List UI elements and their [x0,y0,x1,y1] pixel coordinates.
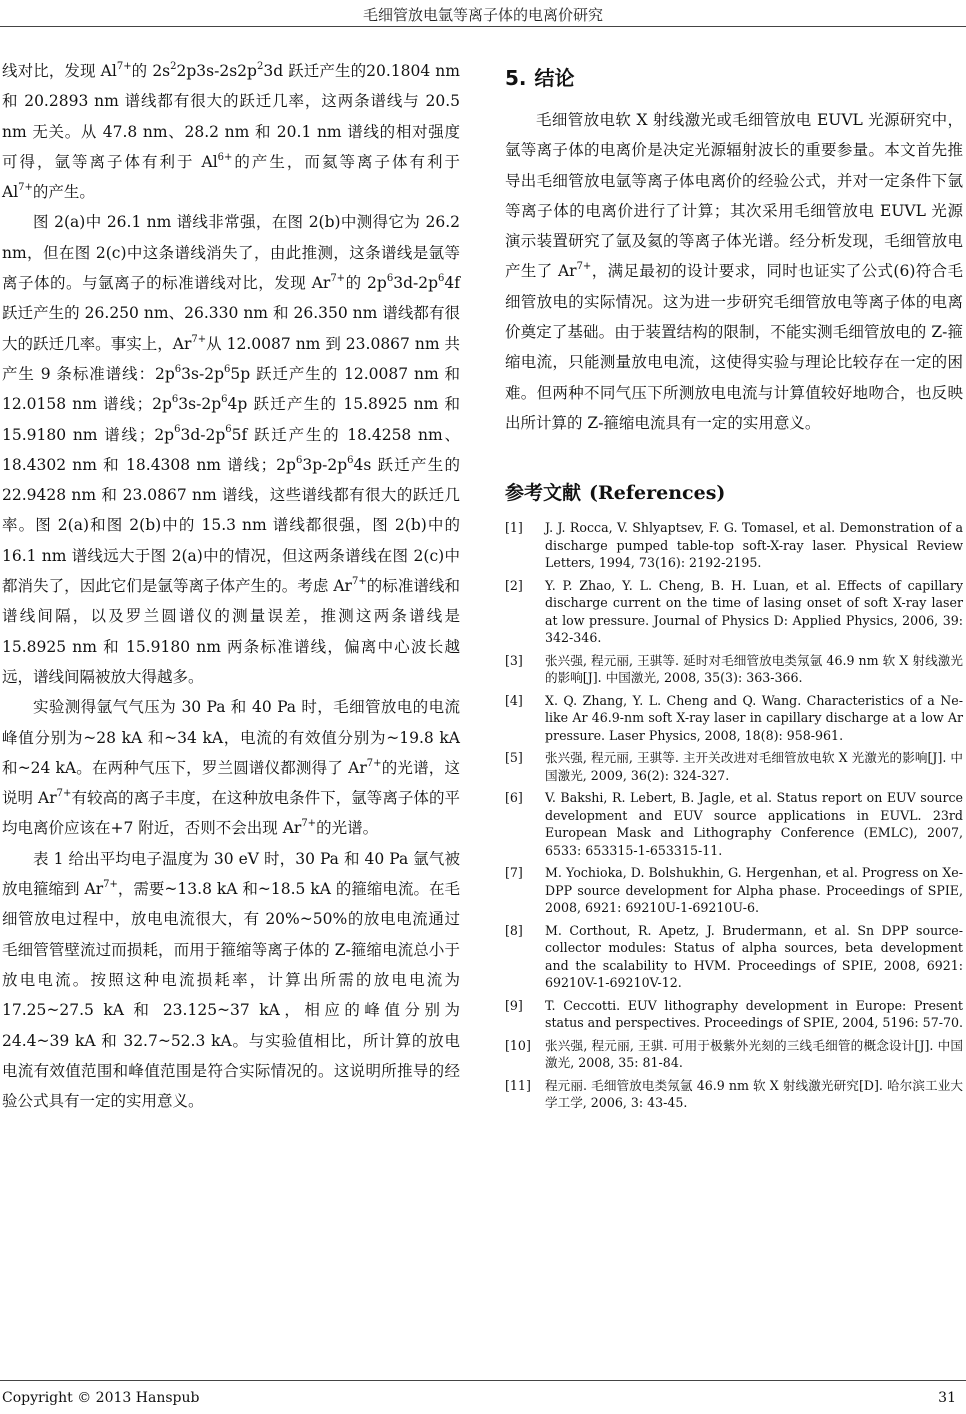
reference-number: [11] [505,1077,531,1093]
right-column [505,56,963,1117]
reference-item [505,519,963,572]
reference-item [505,997,963,1032]
reference-item [505,864,963,917]
reference-text: X. Q. Zhang, Y. L. Cheng and Q. Wang. Characteristics of a Ne-like Ar 46.9-nm soft X-ray laser in capillary discharge at a low Ar pressure. Laser Physics, 2008, 18(8): 958-961. [545,692,963,743]
reference-number: [7] [505,865,523,881]
references-heading: 参考文献 (References) [505,482,726,505]
running-title: 毛细管放电氩等离子体的电离价研究 [362,6,603,24]
reference-number: [9] [505,997,523,1013]
paragraph-table1-analysis: 表 1 给出平均电子温度为 30 eV 时，30 Pa 和 40 Pa 氩气被放电箍缩到 $Ar^{7+}$，需要~13.8 kA 和~18.5 kA 的箍缩电流。在毛细管放电过程中，放电电流很大，有 20%~50%的放电电流通过毛细管管壁流过而损耗，而用于箍缩等离子体的 Z-箍缩电流总小于放电电流。按照这种电流损耗率，计算出所需的放电电流为17.25~27.5 kA 和 23.125~37 kA，相应的峰值分别为24.4~39 kA 和 32.7~52.3 kA。与实验值相比，所计算的放电电流有效值范围和峰值范围是符合实际情况的。这说明所推导的经验公式具有一定的实用意义。 [2,849,460,1111]
left-column [2,56,460,1116]
reference-number: [3] [505,652,523,668]
reference-number: [8] [505,922,523,938]
section-title: 结论 [534,66,575,90]
reference-list [505,519,963,1112]
reference-text: Y. P. Zhao, Y. L. Cheng, B. H. Luan, et al. Effects of capillary discharge current on the time of lasing onset of soft X-ray laser at low pressure. Journal of Physics D: Applied Physics, 2006, 39: 342-346. [545,577,963,646]
reference-number: [6] [505,790,523,806]
reference-text: M. Corthout, R. Apetz, J. Brudermann, et al. Sn DPP source-collector modules: Status of alpha sources, beta development and the scalability to HVM. Proceedings of SPIE, 2008, 6921: 69210V-1-69210V-12. [545,922,963,991]
reference-text: T. Ceccotti. EUV lithography development in Europe: Present status and perspectives. Proceedings of SPIE, 2004, 5196: 57-70. [545,997,963,1031]
reference-number: [5] [505,750,523,766]
copyright-notice: Copyright © 2013 Hanspub [2,1390,200,1406]
paragraph-discharge-current: 实验测得氩气气压为 30 Pa 和 40 Pa 时，毛细管放电的电流峰值分别为~28 kA 和~34 kA，电流的有效值分别为~19.8 kA 和~24 kA。在两种气压下，罗兰圆谱仪都测得了 $Ar^{7+}$的光谱，这说明 $Ar^{7+}$有较高的离子丰度，在这种放电条件下，氩等离子体的平均电离价应该在+7 附近，否则不会出现 $Ar^{7+}$的光谱。 [2,698,460,838]
reference-text: 程元丽. 毛细管放电类氖氩 46.9 nm 软 X 射线激光研究[D]. 哈尔滨工业大学工学, 2006, 3: 43-45. [545,1077,963,1111]
reference-item [505,692,963,745]
paragraph-al-transitions: 线对比，发现 $Al^{7+}$的 $2s^22p3s-2s2p^23d$ 跃迁产生的20.1804 nm 和 20.2893 nm 谱线都有很大的跃迁几率，这两条谱线与 20.5 nm 无关。从 47.8 nm、28.2 nm 和 20.1 nm 谱线的相对强度可得，氩等离子体有利于 $Al^{6+}$的产生，而氦等离子体有利于 $Al^{7+}$的产生。 [2,60,460,202]
reference-text: V. Bakshi, R. Lebert, B. Jagle, et al. Status report on EUV source development and EUV source applications in EUVL. 23rd European Mask and Lithography Conference (EMLC), 2007, 6533: 653315-1-653315-11. [545,790,963,858]
reference-item [505,1037,963,1072]
reference-item [505,789,963,859]
reference-number: [10] [505,1037,531,1053]
footer-rule [0,1380,966,1381]
reference-text: J. J. Rocca, V. Shlyaptsev, F. G. Tomasel, et al. Demonstration of a discharge pumped table-top soft-X-ray laser. Physical Review Letters, 1994, 73(16): 2192-2195. [545,520,963,571]
reference-number: [1] [505,520,523,536]
reference-number: [4] [505,692,523,708]
reference-text: 张兴强, 程元丽, 王骐等. 主开关改进对毛细管放电软 X 光激光的影响[J]. 中国激光, 2009, 36(2): 324-327. [545,750,963,783]
conclusion-heading [505,62,963,91]
page-number: 31 [938,1390,956,1406]
reference-item [505,577,963,647]
reference-text: 张兴强, 程元丽, 王骐等. 延时对毛细管放电类氖氩 46.9 nm 软 X 射线激光的影响[J]. 中国激光, 2008, 35(3): 363-366. [545,652,963,686]
paragraph-ar-spectral-lines: 图 2(a)中 26.1 nm 谱线非常强，在图 2(b)中测得它为 26.2 nm，但在图 2(c)中这条谱线消失了，由此推测，这条谱线是氩等离子体的。与氩离子的标准谱线对比，发现 $Ar^{7+}$的 $2p^63d-2p^64f$ 跃迁产生的 26.250 nm、26.330 nm 和 26.350 nm 谱线都有很大的跃迁几率。事实上，$Ar^{7+}$从 12.0087 nm 到 23.0867 nm 共产生 9 条标准谱线：$2p^63s-2p^65p$ 跃迁产生的 12.0087 nm 和 12.0158 nm 谱线；$2p^63s-2p^64p$ 跃迁产生的 15.8925 nm 和15.9180 nm 谱线；$2p^63d-2p^65f$ 跃迁产生的 18.4258 nm、18.4302 nm 和 18.4308 nm 谱线；$2p^63p-2p^64s$ 跃迁产生的 22.9428 nm 和 23.0867 nm 谱线，这些谱线都有很大的跃迁几率。图 2(a)和图 2(b)中的 15.3 nm 谱线都很强，图 2(b)中的 16.1 nm 谱线远大于图 2(a)中的情况，但这两条谱线在图 2(c)中都消失了，因此它们是氩等离子体产生的。考虑 $Ar^{7+}$的标准谱线和谱线间隔，以及罗兰圆谱仪的测量误差，推测这两条谱线是15.8925 nm 和 15.9180 nm 两条标准谱线，偏离中心波长越远，谱线间隔被放大得越多。 [2,213,460,686]
reference-item [505,922,963,992]
reference-item [505,1077,963,1112]
conclusion-paragraph: 毛细管放电软 X 射线激光或毛细管放电 EUVL 光源研究中，氩等离子体的电离价是决定光源辐射波长的重要参量。本文首先推导出毛细管放电氩等离子体电离价的经验公式，并对一定条件下氩等离子体的电离价进行了计算；其次采用毛细管放电 EUVL 光源演示装置研究了氩及氦的等离子体光谱。经分析发现，毛细管放电产生了 $Ar^{7+}$，满足最初的设计要求，同时也证实了公式(6)符合毛细管放电的实际情况。这为进一步研究毛细管放电等离子体的电离价奠定了基础。由于装置结构的限制，不能实测毛细管放电的 Z-箍缩电流，只能测量放电电流，这使得实验与理论比较存在一定的困难。但两种不同气压下所测放电电流与计算值较好地吻合，也反映出所计算的 Z-箍缩电流具有一定的实用意义。 [505,111,964,432]
reference-text: 张兴强, 程元丽, 王骐. 可用于极紫外光刻的三线毛细管的概念设计[J]. 中国激光, 2008, 35: 81-84. [545,1037,963,1071]
header-rule [0,26,966,27]
reference-item [505,749,963,784]
reference-text: M. Yochioka, D. Bolshukhin, G. Hergenhan, et al. Progress on Xe-DPP source development for Alpha phase. Proceedings of SPIE, 2008, 6921: 69210U-1-69210U-6. [545,865,963,916]
reference-number: [2] [505,577,523,593]
section-number: 5. [505,66,527,90]
reference-item [505,652,963,687]
